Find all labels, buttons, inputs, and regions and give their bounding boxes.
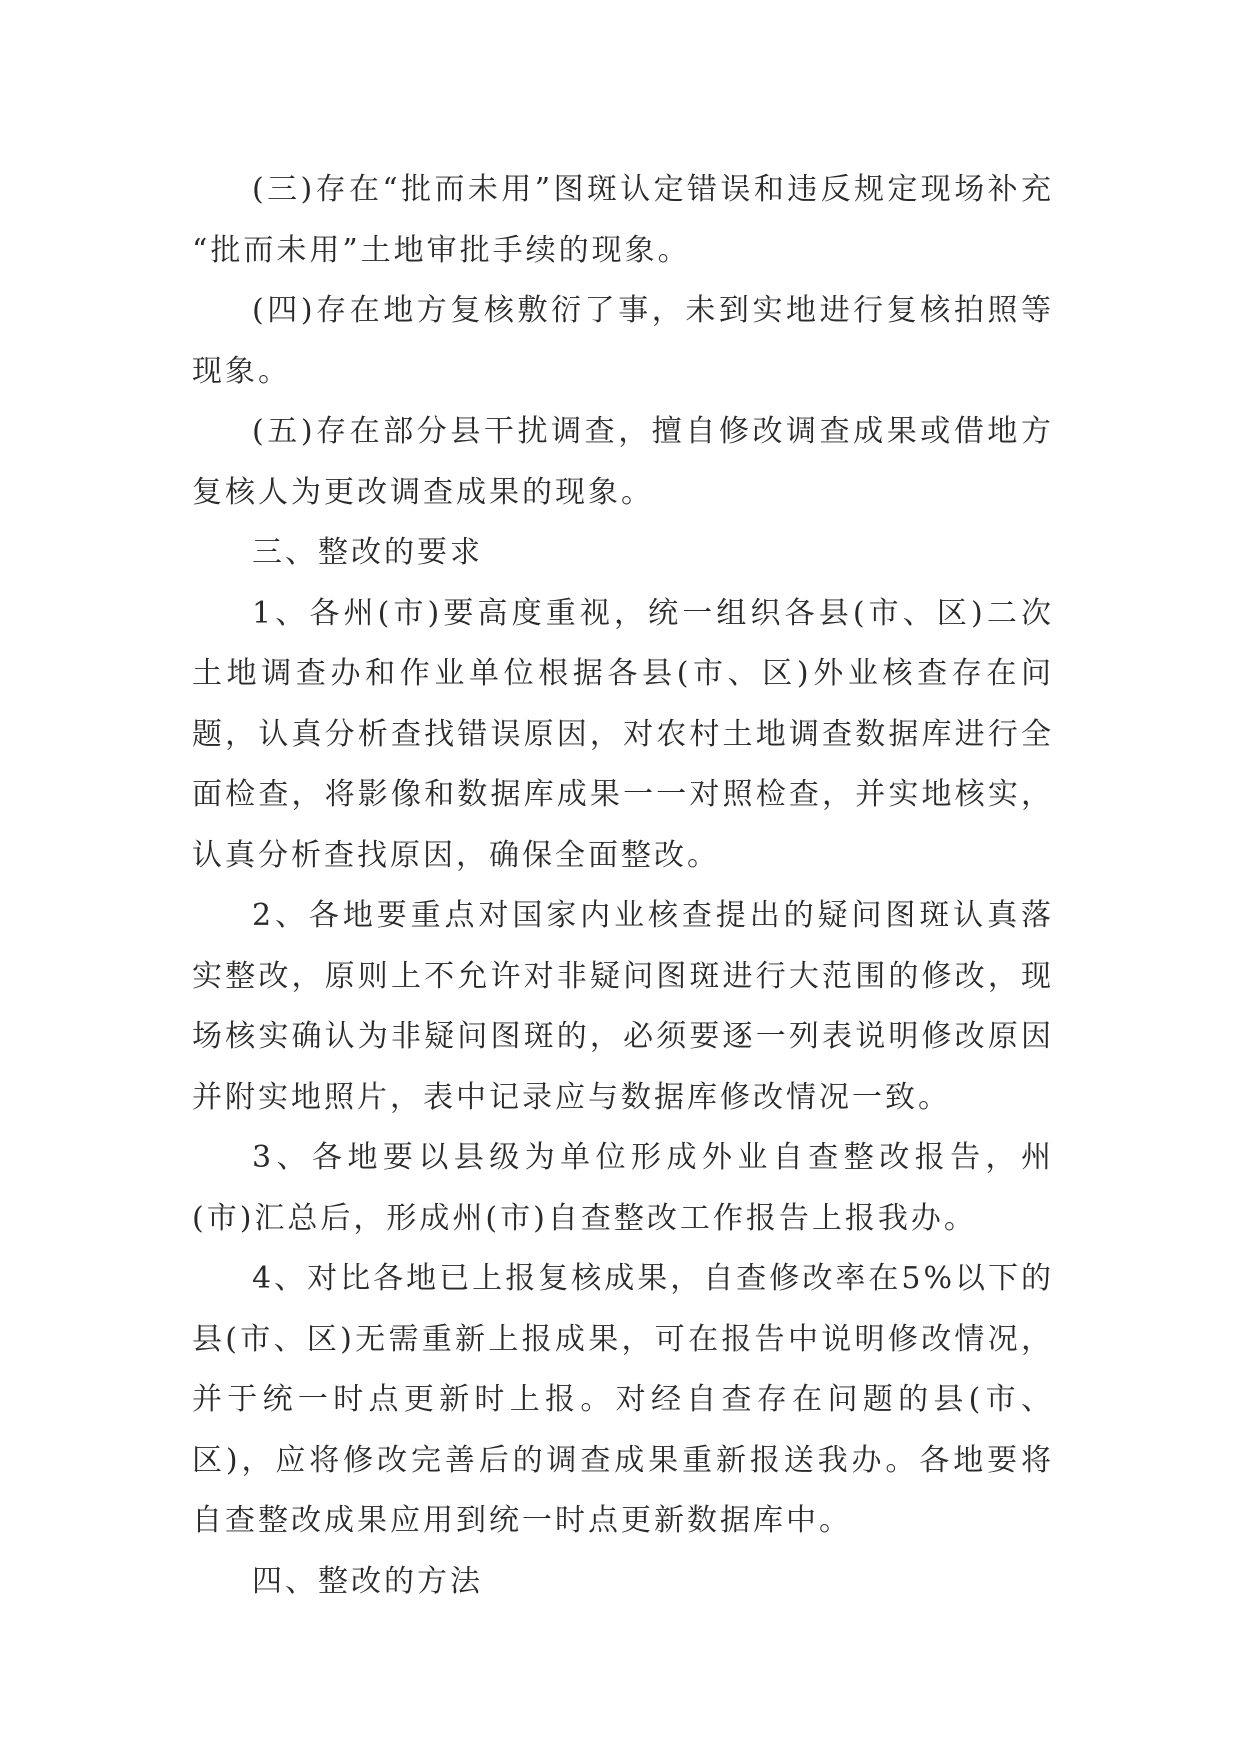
paragraph-item-4: (四)存在地方复核敷衍了事，未到实地进行复核拍照等现象。 <box>192 293 1054 389</box>
section-heading-requirements: 三、整改的要求 <box>252 535 483 570</box>
requirement-item-1: 1、各州(市)要高度重视，统一组织各县(市、区)二次土地调查办和作业单位根据各县(市、区)外业核查存在问题，认真分析查找错误原因，对农村土地调查数据库进行全面检查，将影像和数据库成果一一对照检查，并实地核实，认真分析查找原因，确保全面整改。 <box>192 595 1054 873</box>
paragraph-item-3: (三)存在“批而未用”图斑认定错误和违反规定现场补充 “批而未用”土地审批手续的现象。 <box>192 172 1054 268</box>
requirement-item-2: 2、各地要重点对国家内业核查提出的疑问图斑认真落实整改，原则上不允许对非疑问图斑进行大范围的修改，现场核实确认为非疑问图斑的，必须要逐一列表说明修改原因并附实地照片，表中记录应与数据库修改情况一致。 <box>192 898 1054 1115</box>
section-heading-methods: 四、整改的方法 <box>252 1563 483 1599</box>
document-body <box>192 160 1054 1612</box>
paragraph-item-5: (五)存在部分县干扰调查，擅自修改调查成果或借地方复核人为更改调查成果的现象。 <box>192 414 1054 510</box>
requirement-item-3: 3、各地要以县级为单位形成外业自查整改报告，州(市)汇总后，形成州(市)自查整改工作报告上报我办。 <box>192 1140 1054 1236</box>
requirement-item-4: 4、对比各地已上报复核成果，自查修改率在5%以下的县(市、区)无需重新上报成果，可在报告中说明修改情况，并于统一时点更新时上报。对经自查存在问题的县(市、区)，应将修改完善后的调查成果重新报送我办。各地要将自查整改成果应用到统一时点更新数据库中。 <box>192 1261 1054 1538</box>
